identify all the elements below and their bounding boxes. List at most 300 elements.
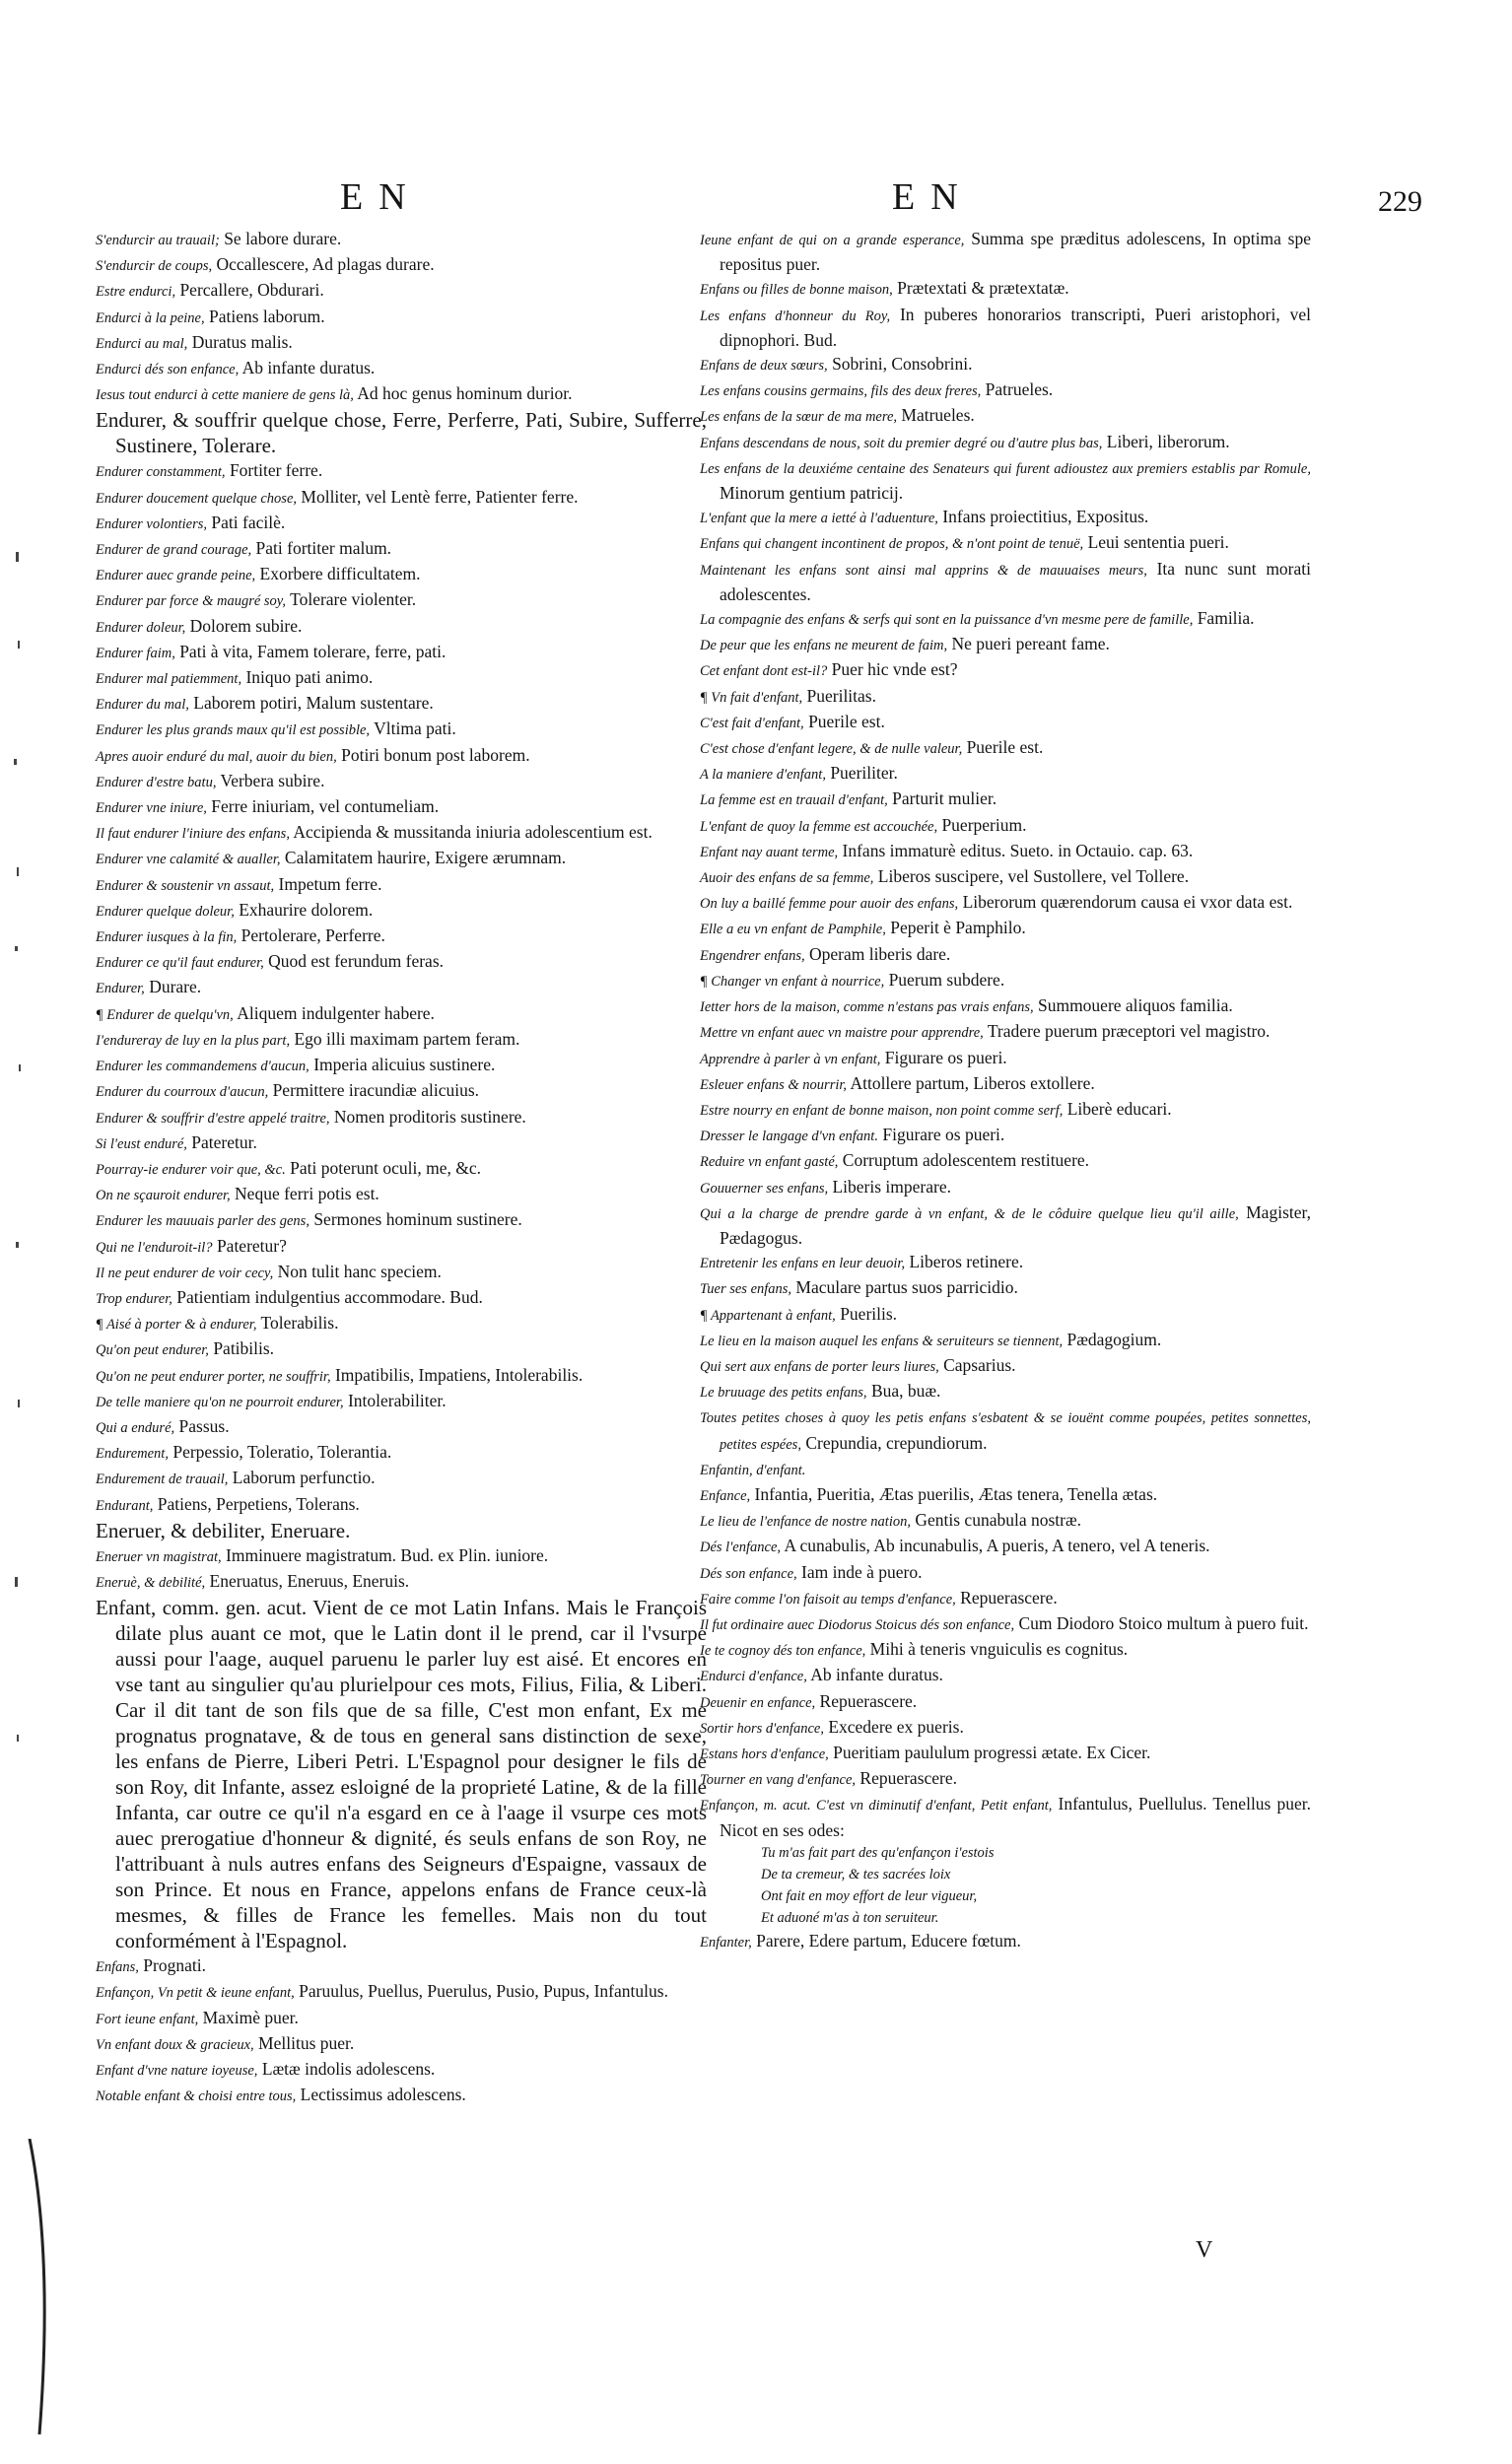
dictionary-entry <box>700 890 1311 916</box>
entry-translation: Laborem potiri, Malum sustentare. <box>193 693 434 714</box>
entry-headword: Apres auoir enduré du mal, auoir du bien, <box>96 748 337 765</box>
entry-translation: Vient de ce mot Latin Infans. Mais le François dilate plus auant ce mot, que le Latin dont il le prend, car il l'vsurpe aussi pour l'aage, auquel paruenu le parler luy est aisé. Et encores en vse tant au singulier qu'au plurielpour ces mots, Filius, Filia, & Liberi. Car il dit tant de son fils que de sa fille, C'est mon enfant, Ex me prognatus prognatave, & de tous en general sans distinction de sexe, les enfans de Pierre, Liberi Petri. L'Espagnol pour designer le fils de son Roy, dit Infante, assez esloigné de la proprieté Latine, & de la fille Infanta, car outre ce qu'il n'a esgard en ce à l'aage il vsurpe ces mots auec prerogatiue d'honneur & dignité, és seuls enfans de son Roy, ne l'attribuant à nuls autres enfans des Seigneurs d'Espaigne, vassaux de son Prince. Et nous en France, appelons enfans de France ceux-là mesmes, & filles de France les femelles. Mais non du tout conformément à l'Espagnol. <box>115 1596 707 1953</box>
entry-headword: Eneruè, & debilité, <box>96 1574 206 1591</box>
entry-headword: Endurant, <box>96 1497 154 1514</box>
entry-headword: Qui a enduré, <box>96 1419 175 1436</box>
entry-translation: Verbera subire. <box>220 770 325 790</box>
entry-headword: Les enfans d'honneur du Roy, <box>700 308 891 324</box>
dictionary-entry <box>700 1328 1311 1353</box>
dictionary-entry <box>96 1105 707 1130</box>
entry-translation: Imperia alicuius sustinere. <box>313 1055 496 1075</box>
dictionary-entry <box>96 381 707 407</box>
entry-headword: Il fut ordinaire auec Diodorus Stoicus dés son enfance, <box>700 1616 1015 1633</box>
dictionary-entry <box>700 1637 1311 1663</box>
entry-translation: Figurare os pueri. <box>882 1125 1005 1145</box>
entry-headword: Enfanter, <box>700 1934 752 1951</box>
dictionary-entry <box>96 1595 707 1953</box>
dictionary-entry <box>96 1053 707 1078</box>
entry-translation: Mellitus puer. <box>258 2032 355 2053</box>
dictionary-entry <box>700 942 1311 968</box>
entry-translation: Puerilitas. <box>806 685 876 706</box>
dictionary-entry <box>700 1508 1311 1534</box>
entry-translation: Ne pueri pereant fame. <box>951 634 1110 654</box>
dictionary-entry <box>700 1842 1311 1864</box>
entry-headword: Cet enfant dont est-il? <box>700 663 828 680</box>
dictionary-entry <box>96 949 707 975</box>
entry-translation: Paruulus, Puellus, Puerulus, Pusio, Pupus, Infantulus. <box>299 1981 668 2002</box>
dictionary-entry <box>700 530 1311 556</box>
entry-translation: Patiens, Perpetiens, Tolerans. <box>157 1493 360 1514</box>
entry-headword: Estans hors d'enfance, <box>700 1745 829 1762</box>
dictionary-entry <box>700 1250 1311 1275</box>
entry-headword: Faire comme l'on faisoit au temps d'enfance, <box>700 1591 956 1608</box>
entry-headword: ¶ Vn fait d'enfant, <box>700 689 803 706</box>
entry-translation: Puerile est. <box>966 737 1044 758</box>
entry-headword: Estre endurci, <box>96 284 176 301</box>
entry-translation: Ab infante duratus. <box>810 1665 943 1685</box>
entry-headword: Endurer volontiers, <box>96 515 208 532</box>
entry-translation: Puer hic vnde est? <box>831 659 958 680</box>
dictionary-entry <box>700 1353 1311 1379</box>
dictionary-entry <box>700 1792 1311 1841</box>
entry-translation: Exhaurire dolorem. <box>239 899 374 920</box>
entry-translation: Puerperium. <box>941 814 1027 835</box>
entry-headword: S'endurcir au trauail; <box>96 233 220 248</box>
entry-headword: Ietter hors de la maison, comme n'estans pas vrais enfans, <box>700 999 1034 1016</box>
dictionary-entry <box>96 1156 707 1182</box>
dictionary-entry <box>96 1027 707 1053</box>
dictionary-entry <box>700 227 1311 276</box>
entry-headword: Tuer ses enfans, <box>700 1281 792 1298</box>
entry-translation: Operam liberis dare. <box>808 943 951 964</box>
entry-translation: Percallere, Obdurari. <box>179 280 324 301</box>
dictionary-entry <box>96 1414 707 1440</box>
dictionary-entry <box>700 1071 1311 1097</box>
entry-headword: Sortir hors d'enfance, <box>700 1720 824 1737</box>
entry-translation: Tradere puerum præceptori vel magistro. <box>987 1021 1271 1042</box>
dictionary-entry <box>700 1302 1311 1328</box>
entry-headword: Le bruuage des petits enfans, <box>700 1385 867 1402</box>
entry-translation: Ferre iniuriam, vel contumeliam. <box>211 796 440 817</box>
entry-headword: Estre nourry en enfant de bonne maison, non point comme serf, <box>700 1102 1064 1119</box>
entry-headword: ¶ Endurer de quelqu'vn, <box>96 1006 234 1023</box>
entry-headword: Endurer du courroux d'aucun, <box>96 1084 269 1101</box>
gutter-curve-icon <box>26 2139 59 2434</box>
entry-headword: ¶ Aisé à porter & à endurer, <box>96 1317 257 1334</box>
dictionary-entry <box>96 794 707 820</box>
dictionary-entry <box>96 1492 707 1518</box>
dictionary-entry <box>700 455 1311 505</box>
entry-headword: Eneruer, & debiliter, <box>96 1518 266 1542</box>
entry-translation: Ita nunc sunt morati adolescentes. <box>720 558 1312 604</box>
dictionary-entry <box>96 614 707 640</box>
dictionary-entry <box>700 1864 1311 1885</box>
dictionary-entry <box>700 1907 1311 1929</box>
entry-headword: Dresser le langage d'vn enfant. <box>700 1129 878 1145</box>
dictionary-entry <box>96 975 707 1000</box>
entry-headword: A la maniere d'enfant, <box>700 767 826 784</box>
dictionary-entry <box>96 1207 707 1233</box>
entry-translation: Iniquo pati animo. <box>245 667 374 688</box>
dictionary-entry <box>96 1285 707 1311</box>
dictionary-entry <box>700 1534 1311 1559</box>
dictionary-entry <box>700 557 1311 606</box>
entry-headword: Enfançon, m. acut. C'est vn diminutif d'enfant, Petit enfant, <box>700 1798 1053 1814</box>
dictionary-entry <box>700 813 1311 839</box>
entry-headword: Dés son enfance, <box>700 1565 797 1582</box>
entry-headword: Vn enfant doux & gracieux, <box>96 2036 254 2053</box>
entry-translation: Exorbere difficultatem. <box>259 564 421 584</box>
dictionary-entry <box>700 684 1311 710</box>
dictionary-entry <box>96 1440 707 1466</box>
entry-translation: Duratus malis. <box>191 331 293 352</box>
entry-translation: Calamitatem haurire, Exigere ærumnam. <box>284 848 567 868</box>
entry-translation: Infans immaturè editus. Sueto. in Octauio. cap. 63. <box>842 840 1194 860</box>
entry-headword: Ie te cognoy dés ton enfance, <box>700 1643 866 1660</box>
dictionary-entry <box>96 1182 707 1207</box>
entry-headword: Enfans descendans de nous, soit du premier degré ou d'autre plus bas, <box>700 435 1103 451</box>
entry-headword: Enfans qui changent incontinent de propos, & n'ont point de tenuë, <box>700 536 1084 553</box>
entry-headword: Endurer & souffrir d'estre appelé traitre, <box>96 1110 330 1127</box>
dictionary-entry <box>700 377 1311 403</box>
entry-headword: Endurci à la peine, <box>96 309 205 326</box>
dictionary-entry <box>700 1885 1311 1907</box>
dictionary-entry <box>96 485 707 511</box>
dictionary-entry <box>96 820 707 846</box>
dictionary-entry <box>700 761 1311 787</box>
dictionary-entry <box>700 657 1311 683</box>
entry-translation: In puberes honorarios transcripti, Pueri aristophori, vel dipnophori. Bud. <box>720 304 1311 350</box>
dictionary-entry <box>700 505 1311 530</box>
dictionary-entry <box>700 352 1311 377</box>
dictionary-entry <box>96 2006 707 2031</box>
entry-headword: Endurer iusques à la fin, <box>96 929 238 946</box>
entry-headword: Endurer de grand courage, <box>96 542 252 559</box>
entry-translation: Familia. <box>1197 608 1255 629</box>
entry-headword: Trop endurer, <box>96 1290 172 1307</box>
entry-headword: Endurer vne calamité & aualler, <box>96 852 281 868</box>
dictionary-entry <box>96 227 707 252</box>
entry-translation: Lætæ indolis adolescens. <box>261 2058 436 2079</box>
entry-translation: Occallescere, Ad plagas durare. <box>216 254 435 275</box>
entry-translation: Pueriliter. <box>830 763 898 784</box>
entry-headword: Apprendre à parler à vn enfant, <box>700 1051 881 1067</box>
entry-translation: Gentis cunabula nostræ. <box>915 1510 1082 1531</box>
entry-headword: Le lieu en la maison auquel les enfans & seruiteurs se tiennent, <box>700 1333 1064 1349</box>
entry-headword: Enfans de deux sœurs, <box>700 358 828 375</box>
entry-headword: Endurer quelque doleur, <box>96 903 235 920</box>
entry-headword: Tu m'as fait part des qu'enfançon i'estois <box>761 1844 995 1861</box>
entry-headword: Dés l'enfance, <box>700 1540 782 1556</box>
dictionary-entry <box>96 665 707 691</box>
entry-translation: Passus. <box>178 1415 230 1436</box>
entry-headword: Maintenant les enfans sont ainsi mal apprins & de mauuaises meurs, <box>700 562 1147 579</box>
dictionary-entry <box>700 1148 1311 1174</box>
dictionary-entry <box>96 2031 707 2057</box>
entry-translation: Iam inde à puero. <box>801 1561 923 1582</box>
entry-translation: Capsarius. <box>943 1354 1016 1375</box>
entry-translation: Molliter, vel Lentè ferre, Patienter ferre. <box>301 486 579 507</box>
entry-translation: Matrueles. <box>901 405 975 426</box>
dictionary-entry <box>700 864 1311 890</box>
entry-headword: ¶ Appartenant à enfant, <box>700 1307 836 1324</box>
entry-headword: ¶ Changer vn enfant à nourrice, <box>700 973 885 990</box>
entry-headword: Mettre vn enfant auec vn maistre pour apprendre, <box>700 1025 984 1042</box>
dictionary-entry <box>700 1404 1311 1456</box>
entry-translation: Crepundia, crepundiorum. <box>805 1432 988 1453</box>
dictionary-entry <box>96 898 707 924</box>
dictionary-entry <box>700 916 1311 941</box>
margin-marks-icon <box>4 552 34 2030</box>
entry-translation: Pueritiam paululum progressi ætate. Ex Cicer. <box>833 1742 1151 1762</box>
entry-headword: Pourray-ie endurer voir que, &c. <box>96 1161 286 1178</box>
entry-headword: Qui a la charge de prendre garde à vn enfant, & de le côduire quelque lieu qu'il aille, <box>700 1205 1239 1222</box>
entry-headword: Endurer faim, <box>96 645 175 661</box>
dictionary-entry <box>700 1046 1311 1071</box>
dictionary-entry <box>96 407 707 458</box>
entry-headword: Endurer les commandemens d'aucun, <box>96 1059 309 1075</box>
left-column <box>96 227 707 2108</box>
entry-headword: L'enfant de quoy la femme est accouchée, <box>700 818 938 835</box>
dictionary-entry <box>96 717 707 742</box>
entry-headword: Eneruer vn magistrat, <box>96 1548 222 1565</box>
dictionary-entry <box>96 2083 707 2108</box>
entry-translation: Mihi à teneris vnguiculis es cognitus. <box>869 1639 1129 1660</box>
entry-translation: Quod est ferundum feras. <box>268 951 445 972</box>
entry-translation: Impatibilis, Impatiens, Intolerabilis. <box>334 1364 584 1385</box>
entry-translation: Summouere aliquos familia. <box>1037 995 1233 1016</box>
entry-headword: Toutes petites choses à quoy les petis enfans s'esbatent & se iouënt comme poupées, petites sonnettes, petites espées, <box>700 1410 1311 1453</box>
entry-headword: Endurement, <box>96 1446 169 1463</box>
dictionary-entry <box>700 1275 1311 1301</box>
dictionary-entry <box>96 1518 707 1543</box>
dictionary-entry <box>700 710 1311 735</box>
entry-translation: Neque ferri potis est. <box>235 1184 379 1204</box>
dictionary-entry <box>96 1979 707 2005</box>
running-head-right: EN <box>892 176 974 218</box>
entry-translation: Repuerascere. <box>960 1587 1058 1608</box>
entry-translation: Liberos retinere. <box>909 1252 1024 1272</box>
entry-headword: Endurer, <box>96 981 145 997</box>
entry-headword: Endurci dés son enfance, <box>96 362 240 378</box>
entry-translation: Parturit mulier. <box>892 788 997 809</box>
entry-translation: Laborum perfunctio. <box>232 1468 376 1488</box>
entry-translation: Minorum gentium patricij. <box>720 483 904 504</box>
entry-headword: De peur que les enfans ne meurent de faim, <box>700 638 948 654</box>
dictionary-entry <box>96 587 707 613</box>
dictionary-entry <box>700 787 1311 812</box>
entry-headword: Endurer constamment, <box>96 464 226 481</box>
entry-headword: Qu'on ne peut endurer porter, ne souffrir, <box>96 1368 331 1385</box>
dictionary-entry <box>96 1078 707 1104</box>
entry-translation: Eneruare. <box>270 1518 351 1542</box>
dictionary-entry <box>700 303 1311 352</box>
entry-headword: Le lieu de l'enfance de nostre nation, <box>700 1514 911 1531</box>
dictionary-entry <box>700 632 1311 657</box>
entry-headword: De telle maniere qu'on ne pourroit endurer, <box>96 1394 344 1410</box>
entry-translation: Prognati. <box>143 1955 206 1976</box>
entry-translation: Pædagogium. <box>1066 1329 1162 1349</box>
dictionary-entry <box>96 1311 707 1336</box>
entry-headword: Il faut endurer l'iniure des enfans, <box>96 826 290 843</box>
dictionary-entry <box>96 1234 707 1260</box>
entry-translation: Peperit è Pamphilo. <box>890 918 1026 938</box>
entry-translation: Infans proiectitius, Expositus. <box>942 507 1149 527</box>
entry-headword: Enfant d'vne nature ioyeuse, <box>96 2062 258 2079</box>
entry-headword: Endurer, & souffrir quelque chose, <box>96 408 387 433</box>
entry-translation: Tolerare violenter. <box>290 589 417 610</box>
entry-translation: Liberi, liberorum. <box>1106 431 1230 451</box>
entry-translation: Prætextati & prætextatæ. <box>897 278 1069 299</box>
dictionary-entry <box>96 924 707 949</box>
entry-translation: Summa spe præditus adolescens, In optima spe repositus puer. <box>720 229 1311 275</box>
dictionary-entry <box>700 1663 1311 1688</box>
entry-headword: Endurci au mal, <box>96 335 188 352</box>
dictionary-entry <box>700 1929 1311 1954</box>
dictionary-entry <box>700 1019 1311 1045</box>
entry-headword: Endurer mal patiemment, <box>96 671 242 688</box>
dictionary-entry <box>96 691 707 717</box>
entry-translation: Tolerabilis. <box>260 1313 339 1334</box>
entry-headword: Elle a eu vn enfant de Pamphile, <box>700 922 886 938</box>
entry-translation: Se labore durare. <box>224 229 342 248</box>
dictionary-entry <box>96 536 707 562</box>
entry-headword: Endurement de trauail, <box>96 1472 229 1488</box>
entry-translation: Durare. <box>149 977 202 997</box>
entry-translation: Accipienda & mussitanda iniuria adolescentium est. <box>293 822 653 843</box>
dictionary-entry <box>96 769 707 794</box>
entry-headword: Endurer doucement quelque chose, <box>96 490 298 507</box>
dictionary-entry <box>700 1766 1311 1792</box>
dictionary-entry <box>96 562 707 587</box>
entry-translation: Ferre, Perferre, Pati, Subire, Sufferre, Sustinere, Tolerare. <box>115 408 707 458</box>
entry-translation: Maculare partus suos parricidio. <box>795 1277 1018 1298</box>
entry-headword: Endurci d'enfance, <box>700 1669 807 1685</box>
entry-headword: S'endurcir de coups, <box>96 258 213 275</box>
entry-translation: Lectissimus adolescens. <box>300 2085 466 2105</box>
dictionary-entry <box>96 511 707 536</box>
entry-translation: Fortiter ferre. <box>229 460 323 481</box>
entry-translation: Puerilis. <box>840 1303 898 1324</box>
dictionary-entry <box>700 1482 1311 1508</box>
entry-headword: L'enfant que la mere a ietté à l'aduenture, <box>700 511 938 527</box>
dictionary-entry <box>96 743 707 769</box>
entry-headword: La femme est en trauail d'enfant, <box>700 792 888 809</box>
entry-headword: Endurer par force & maugré soy, <box>96 593 287 610</box>
dictionary-entry <box>96 1389 707 1414</box>
dictionary-entry <box>96 1336 707 1362</box>
dictionary-entry <box>96 1953 707 1979</box>
dictionary-entry <box>700 1097 1311 1123</box>
entry-headword: Endurer d'estre batu, <box>96 774 217 790</box>
entry-translation: Aliquem indulgenter habere. <box>237 1002 435 1023</box>
entry-headword: C'est chose d'enfant legere, & de nulle valeur, <box>700 741 963 758</box>
entry-translation: Corruptum adolescentem restituere. <box>842 1150 1090 1171</box>
dictionary-entry <box>700 1175 1311 1200</box>
entry-headword: Tourner en vang d'enfance, <box>700 1772 857 1789</box>
entry-translation: Ad hoc genus hominum durior. <box>357 383 573 404</box>
dictionary-entry <box>700 276 1311 302</box>
dictionary-entry <box>700 968 1311 993</box>
entry-headword: On ne sçauroit endurer, <box>96 1188 231 1204</box>
dictionary-entry <box>96 252 707 278</box>
entry-translation: Vltima pati. <box>374 719 456 739</box>
entry-headword: Enfance, <box>700 1487 751 1504</box>
dictionary-entry <box>96 1569 707 1595</box>
entry-headword: Qu'on peut endurer, <box>96 1342 209 1359</box>
dictionary-entry <box>700 735 1311 761</box>
entry-translation: Figurare os pueri. <box>884 1047 1007 1067</box>
entry-translation: Bua, buæ. <box>870 1381 941 1402</box>
entry-translation: Magister, Pædagogus. <box>720 1201 1312 1248</box>
entry-translation: Infantulus, Puellulus. Tenellus puer. Nicot en ses odes: <box>720 1794 1312 1840</box>
dictionary-entry <box>700 1123 1311 1148</box>
entry-translation: Parere, Edere partum, Educere fœtum. <box>756 1930 1021 1951</box>
entry-headword: Engendrer enfans, <box>700 947 805 964</box>
dictionary-entry <box>700 1611 1311 1637</box>
entry-headword: Qui ne l'enduroit-il? <box>96 1239 213 1256</box>
entry-translation: Puerile est. <box>808 711 885 731</box>
entry-headword: Iesus tout endurci à cette maniere de gens là, <box>96 387 354 404</box>
dictionary-entry <box>96 458 707 484</box>
entry-translation: Patiens laborum. <box>208 306 325 326</box>
dictionary-entry <box>700 839 1311 864</box>
entry-translation: Nomen proditoris sustinere. <box>333 1106 526 1127</box>
entry-headword: La compagnie des enfans & serfs qui sont en la puissance d'vn mesme pere de famille, <box>700 612 1194 629</box>
entry-headword: Endurer doleur, <box>96 619 186 636</box>
entry-headword: Qui sert aux enfans de porter leurs liures, <box>700 1358 939 1375</box>
entry-translation: Liberos suscipere, vel Sustollere, vel Tollere. <box>877 866 1190 887</box>
entry-headword: Ieune enfant de qui on a grande esperance, <box>700 233 965 248</box>
entry-translation: Repuerascere. <box>819 1690 918 1711</box>
dictionary-entry <box>700 1379 1311 1404</box>
entry-translation: Imminuere magistratum. Bud. ex Plin. iuniore. <box>226 1544 549 1565</box>
entry-headword: Les enfans de la deuxiéme centaine des Senateurs qui furent adioustez aux premiers establis par Romule, <box>700 460 1311 477</box>
entry-translation: Puerum subdere. <box>888 969 1005 990</box>
dictionary-entry <box>700 1586 1311 1611</box>
entry-headword: Les enfans de la sœur de ma mere, <box>700 409 898 426</box>
entry-translation: Eneruatus, Eneruus, Eneruis. <box>209 1570 410 1591</box>
entry-translation: Liberè educari. <box>1066 1098 1172 1119</box>
entry-translation: Cum Diodoro Stoico multum à puero fuit. <box>1018 1612 1309 1633</box>
dictionary-entry <box>700 1715 1311 1741</box>
dictionary-entry <box>700 1689 1311 1715</box>
dictionary-entry <box>96 330 707 356</box>
entry-headword: Endurer du mal, <box>96 697 189 714</box>
entry-translation: Sobrini, Consobrini. <box>832 354 973 375</box>
entry-translation: Impetum ferre. <box>278 873 382 894</box>
entry-headword: Enfant nay auant terme, <box>700 844 839 860</box>
entry-headword: Endurer vne iniure, <box>96 800 207 817</box>
entry-translation: Patrueles. <box>985 379 1054 400</box>
running-head-left: EN <box>340 176 422 218</box>
entry-headword: Auoir des enfans de sa femme, <box>700 870 874 887</box>
entry-translation: Leui sententia pueri. <box>1087 532 1229 553</box>
entry-translation: Sermones hominum sustinere. <box>313 1209 522 1230</box>
dictionary-entry <box>700 1741 1311 1766</box>
dictionary-entry <box>700 403 1311 429</box>
entry-headword: Fort ieune enfant, <box>96 2011 199 2027</box>
entry-translation: Maximè puer. <box>202 2007 299 2027</box>
entry-headword: Endurer & soustenir vn assaut, <box>96 877 275 894</box>
entry-translation: Permittere iracundiæ alicuius. <box>272 1080 480 1101</box>
entry-translation: Pati à vita, Famem tolerare, ferre, pati. <box>179 641 447 661</box>
dictionary-entry <box>700 1200 1311 1250</box>
entry-headword: Enfans ou filles de bonne maison, <box>700 282 893 299</box>
dictionary-entry <box>96 1130 707 1156</box>
entry-translation: Patientiam indulgentius accommodare. Bud. <box>176 1286 483 1307</box>
dictionary-entry <box>96 846 707 871</box>
